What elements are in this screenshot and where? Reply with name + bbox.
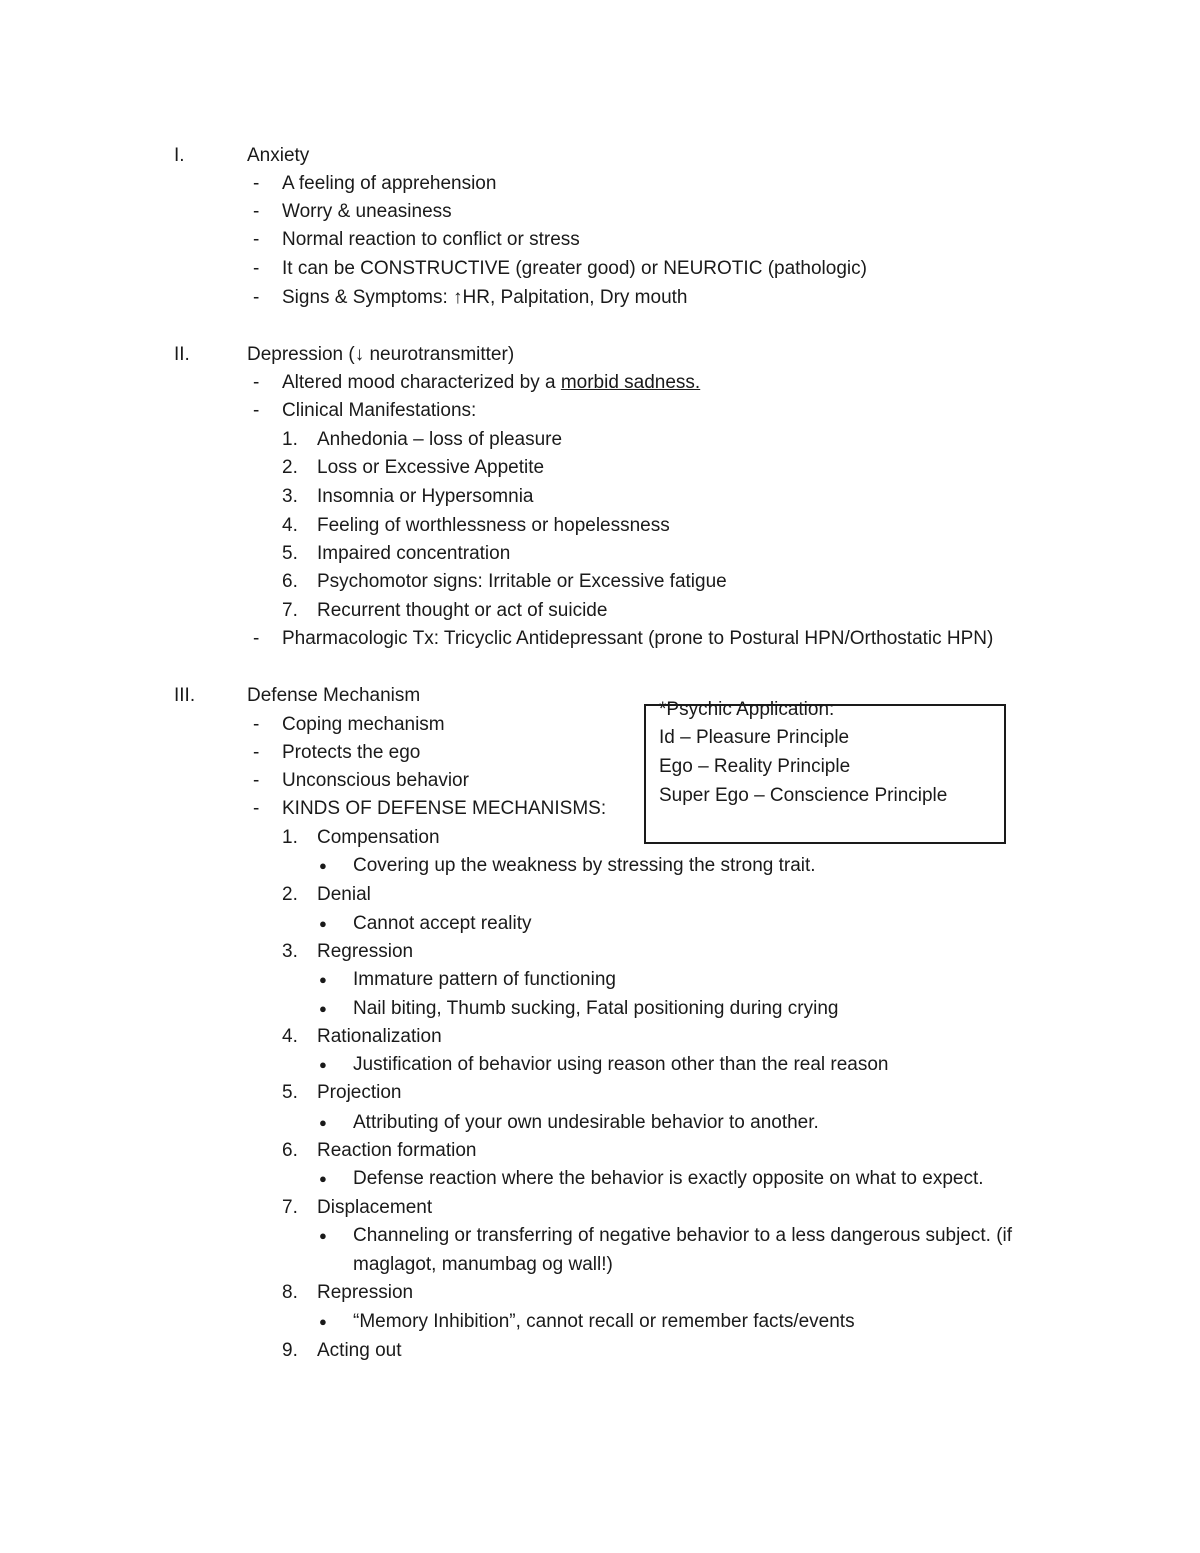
mechanism-description: Attributing of your own undesirable behavior to another. [353, 1112, 819, 1133]
item-text: Altered mood characterized by a [282, 372, 561, 393]
dash-marker: - [253, 798, 260, 819]
item-number: 5. [282, 543, 298, 564]
dash-marker: - [253, 628, 260, 649]
list-item: Worry & uneasiness [282, 201, 452, 222]
item-number: 9. [282, 1340, 298, 1361]
list-item: Unconscious behavior [282, 770, 469, 791]
manifestation-item: Anhedonia – loss of pleasure [317, 429, 563, 450]
section-number: I. [174, 145, 185, 166]
dash-marker: - [253, 258, 260, 279]
item-number: 2. [282, 884, 298, 905]
item-number: 4. [282, 515, 298, 536]
item-number: 8. [282, 1282, 298, 1303]
box-title: *Psychic Application: [659, 699, 835, 720]
list-item: Protects the ego [282, 742, 421, 763]
manifestation-item: Psychomotor signs: Irritable or Excessive fatigue [317, 571, 727, 592]
item-number: 1. [282, 429, 298, 450]
item-number: 5. [282, 1082, 298, 1103]
mechanism-description: Defense reaction where the behavior is exactly opposite on what to expect. [353, 1168, 984, 1189]
mechanism-description: Cannot accept reality [353, 913, 532, 934]
mechanism-name: Acting out [317, 1340, 402, 1361]
list-item: KINDS OF DEFENSE MECHANISMS: [282, 798, 607, 819]
list-item: Pharmacologic Tx: Tricyclic Antidepressant (prone to Postural HPN/Orthostatic HPN) [282, 628, 994, 649]
mechanism-name: Compensation [317, 827, 440, 848]
mechanism-description-continued: maglagot, manumbag og wall!) [353, 1254, 613, 1275]
dash-marker: - [253, 229, 260, 250]
dash-marker: - [253, 287, 260, 308]
bullet-icon: ● [319, 1228, 327, 1243]
section-title-defense: Defense Mechanism [247, 685, 421, 706]
item-number: 6. [282, 571, 298, 592]
dash-marker: - [253, 770, 260, 791]
list-item: Clinical Manifestations: [282, 400, 477, 421]
mechanism-name: Reaction formation [317, 1140, 477, 1161]
mechanism-description: “Memory Inhibition”, cannot recall or remember facts/events [353, 1311, 855, 1332]
item-number: 7. [282, 1197, 298, 1218]
list-item: Coping mechanism [282, 714, 445, 735]
bullet-icon: ● [319, 1057, 327, 1072]
mechanism-description: Covering up the weakness by stressing the strong trait. [353, 855, 816, 876]
dash-marker: - [253, 714, 260, 735]
item-number: 7. [282, 600, 298, 621]
manifestation-item: Loss or Excessive Appetite [317, 457, 545, 478]
item-number: 2. [282, 457, 298, 478]
list-item [282, 371, 700, 395]
box-line-super-ego: Super Ego – Conscience Principle [659, 785, 948, 806]
dash-marker: - [253, 372, 260, 393]
list-item: It can be CONSTRUCTIVE (greater good) or NEUROTIC (pathologic) [282, 258, 867, 279]
dash-marker: - [253, 173, 260, 194]
item-number: 6. [282, 1140, 298, 1161]
bullet-icon: ● [319, 858, 327, 873]
item-number: 4. [282, 1026, 298, 1047]
list-item: A feeling of apprehension [282, 173, 497, 194]
box-line-ego: Ego – Reality Principle [659, 756, 851, 777]
manifestation-item: Recurrent thought or act of suicide [317, 600, 608, 621]
underlined-text: morbid sadness. [560, 372, 701, 393]
bullet-icon: ● [319, 1115, 327, 1130]
list-item: Normal reaction to conflict or stress [282, 229, 580, 250]
item-number: 1. [282, 827, 298, 848]
item-number: 3. [282, 941, 298, 962]
bullet-icon: ● [319, 916, 327, 931]
bullet-icon: ● [319, 1001, 327, 1016]
list-item: Signs & Symptoms: ↑HR, Palpitation, Dry mouth [282, 287, 688, 308]
mechanism-description: Channeling or transferring of negative behavior to a less dangerous subject. (if [353, 1225, 1013, 1246]
mechanism-description: Immature pattern of functioning [353, 969, 616, 990]
manifestation-item: Insomnia or Hypersomnia [317, 486, 534, 507]
section-title-anxiety: Anxiety [247, 145, 310, 166]
section-title-depression: Depression (↓ neurotransmitter) [247, 344, 515, 365]
bullet-icon: ● [319, 1314, 327, 1329]
mechanism-name: Rationalization [317, 1026, 442, 1047]
box-line-id: Id – Pleasure Principle [659, 727, 850, 748]
mechanism-description: Justification of behavior using reason other than the real reason [353, 1054, 889, 1075]
mechanism-name: Repression [317, 1282, 414, 1303]
mechanism-name: Displacement [317, 1197, 433, 1218]
section-number: II. [174, 344, 190, 365]
item-number: 3. [282, 486, 298, 507]
manifestation-item: Feeling of worthlessness or hopelessness [317, 515, 670, 536]
dash-marker: - [253, 742, 260, 763]
dash-marker: - [253, 400, 260, 421]
dash-marker: - [253, 201, 260, 222]
mechanism-description: Nail biting, Thumb sucking, Fatal positioning during crying [353, 998, 839, 1019]
bullet-icon: ● [319, 972, 327, 987]
section-number: III. [174, 685, 196, 706]
bullet-icon: ● [319, 1171, 327, 1186]
manifestation-item: Impaired concentration [317, 543, 511, 564]
mechanism-name: Denial [317, 884, 371, 905]
mechanism-name: Projection [317, 1082, 402, 1103]
mechanism-name: Regression [317, 941, 414, 962]
